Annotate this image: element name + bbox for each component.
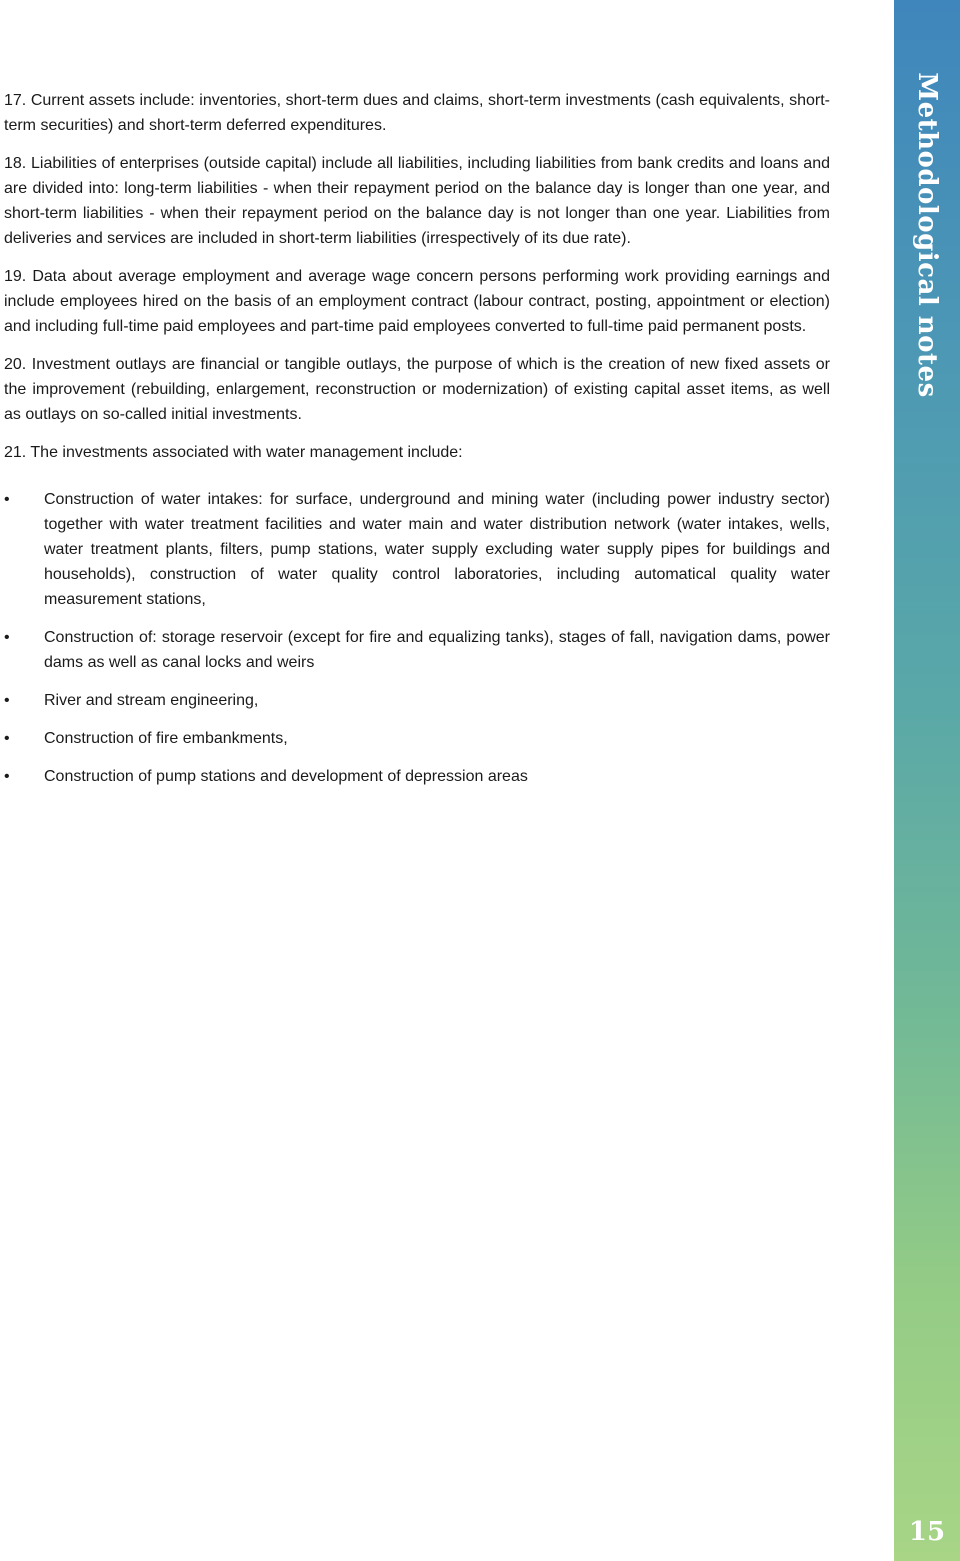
- bullet-item: [4, 625, 830, 675]
- paragraph-18: 18. Liabilities of enterprises (outside capital) include all liabilities, including liabilities from bank credits and loans and are divided into: long-term liabilities - when their repayment period on the balance day is longer than one year, and short-term liabilities - when their repayment period on the balance day is not longer than one year. Liabilities from deliveries and services are included in short-term liabilities (irrespectively of its due rate).: [4, 155, 830, 247]
- paragraph-20: 20. Investment outlays are financial or tangible outlays, the purpose of which is the creation of new fixed assets or the improvement (rebuilding, enlargement, reconstruction or modernization) of existing capital asset items, as well as outlays on so-called initial investments.: [4, 356, 830, 423]
- bullet-item: [4, 764, 830, 789]
- bullet-icon: •: [4, 692, 10, 709]
- bullet-list: [4, 487, 830, 789]
- bullet-icon: •: [4, 730, 10, 747]
- section-sidebar: [894, 0, 960, 1561]
- bullet-text: River and stream engineering,: [44, 692, 259, 709]
- bullet-icon: •: [4, 768, 10, 785]
- bullet-icon: •: [4, 491, 10, 508]
- bullet-text: Construction of water intakes: for surface, underground and mining water (including power industry sector) together with water treatment facilities and water main and water distribution network (water intakes, wells, water treatment plants, filters, pump stations, water supply excluding water supply pipes for buildings and households), construction of water quality control laboratories, including automatical quality water measurement stations,: [44, 491, 830, 608]
- bullet-text: Construction of pump stations and development of depression areas: [44, 768, 528, 785]
- page-number: 15: [908, 1517, 946, 1547]
- paragraph-17: 17. Current assets include: inventories, short-term dues and claims, short-term investments (cash equivalents, short-term securities) and short-term deferred expenditures.: [4, 92, 830, 134]
- bullet-item: [4, 726, 830, 751]
- paragraph-21: 21. The investments associated with water management include:: [4, 444, 463, 461]
- bullet-text: Construction of fire embankments,: [44, 730, 288, 747]
- bullet-item: [4, 487, 830, 612]
- bullet-item: [4, 688, 830, 713]
- paragraph-19: 19. Data about average employment and average wage concern persons performing work providing earnings and include employees hired on the basis of an employment contract (labour contract, posting, appointment or election) and including full-time paid employees and part-time paid employees converted to full-time paid permanent posts.: [4, 268, 830, 335]
- main-content: [4, 88, 830, 802]
- section-title: Methodological notes: [912, 72, 942, 398]
- bullet-text: Construction of: storage reservoir (except for fire and equalizing tanks), stages of fall, navigation dams, power dams as well as canal locks and weirs: [44, 629, 830, 671]
- bullet-icon: •: [4, 629, 10, 646]
